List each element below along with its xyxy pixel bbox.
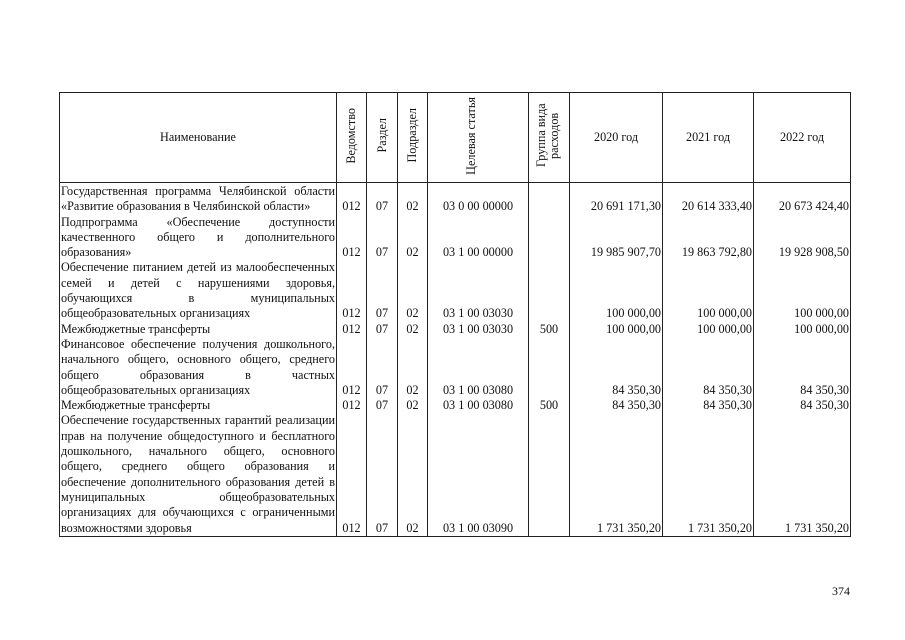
header-subsection: Подраздел (398, 93, 428, 183)
row-expense-group (529, 413, 570, 536)
row-subsection: 02 (398, 398, 428, 413)
budget-table (59, 92, 851, 537)
row-name: Межбюджетные трансферты (60, 322, 337, 337)
row-name: Государственная программа Челябинской области «Развитие образования в Челябинской области» (61, 184, 335, 214)
header-expense-group: Группа вида расходов (529, 93, 570, 183)
row-2020: 100 000,00 (570, 260, 663, 321)
row-expense-group (529, 260, 570, 321)
row-subsection: 02 (398, 337, 428, 398)
row-2022: 19 928 908,50 (754, 215, 851, 261)
row-department: 012 (337, 398, 367, 413)
row-section: 07 (367, 398, 398, 413)
row-section: 07 (367, 322, 398, 337)
row-2021: 20 614 333,40 (663, 183, 754, 215)
table-row (60, 413, 851, 536)
row-target-article: 03 1 00 03080 (428, 398, 529, 413)
row-subsection: 02 (398, 183, 428, 215)
row-section: 07 (367, 215, 398, 261)
table-row (60, 215, 851, 261)
row-name: Межбюджетные трансферты (60, 398, 337, 413)
row-2021: 1 731 350,20 (663, 413, 754, 536)
table-header (60, 93, 851, 183)
row-2020: 20 691 171,30 (570, 183, 663, 215)
row-target-article: 03 0 00 00000 (428, 183, 529, 215)
header-department: Ведомство (337, 93, 367, 183)
row-department: 012 (337, 413, 367, 536)
row-expense-group: 500 (529, 398, 570, 413)
row-target-article: 03 1 00 00000 (428, 215, 529, 261)
header-name: Наименование (60, 93, 337, 183)
row-expense-group: 500 (529, 322, 570, 337)
row-subsection: 02 (398, 413, 428, 536)
row-subsection: 02 (398, 322, 428, 337)
row-name: Подпрограмма «Обеспечение доступности качественного общего и дополнительного образования» (61, 214, 335, 260)
row-2021: 84 350,30 (663, 337, 754, 398)
header-year-2021: 2021 год (663, 93, 754, 183)
row-2020: 84 350,30 (570, 398, 663, 413)
row-section: 07 (367, 413, 398, 536)
row-department: 012 (337, 215, 367, 261)
row-2020: 1 731 350,20 (570, 413, 663, 536)
row-2022: 100 000,00 (754, 322, 851, 337)
row-2020: 19 985 907,70 (570, 215, 663, 261)
row-name: Обеспечение питанием детей из малообеспеченных семей и детей с нарушениями здоровья, обучающихся в муниципальных общеобразовательных организациях (61, 260, 335, 321)
row-name: Финансовое обеспечение получения дошкольного, начального общего, основного общего, среднего общего образования в частных общеобразовательных организациях (61, 336, 335, 397)
header-year-2020: 2020 год (570, 93, 663, 183)
header-target-article: Целевая статья (428, 93, 529, 183)
row-2022: 84 350,30 (754, 337, 851, 398)
header-section: Раздел (367, 93, 398, 183)
row-target-article: 03 1 00 03030 (428, 322, 529, 337)
row-2022: 20 673 424,40 (754, 183, 851, 215)
row-target-article: 03 1 00 03080 (428, 337, 529, 398)
header-year-2022: 2022 год (754, 93, 851, 183)
row-2020: 100 000,00 (570, 322, 663, 337)
table-row (60, 398, 851, 413)
row-expense-group (529, 215, 570, 261)
table-row (60, 260, 851, 321)
row-department: 012 (337, 337, 367, 398)
row-name: Обеспечение государственных гарантий реализации прав на получение общедоступного и бесплатного дошкольного, начального общего, основного общего, среднего общего образования и обеспечение дополнительного образования детей в муниципальных общеобразовательных организациях для обучающихся с ограниченными возможностями здоровья (61, 413, 335, 535)
row-section: 07 (367, 337, 398, 398)
row-target-article: 03 1 00 03030 (428, 260, 529, 321)
row-subsection: 02 (398, 215, 428, 261)
row-2021: 100 000,00 (663, 322, 754, 337)
table-row (60, 183, 851, 215)
table-row (60, 322, 851, 337)
row-2021: 100 000,00 (663, 260, 754, 321)
row-2020: 84 350,30 (570, 337, 663, 398)
row-expense-group (529, 183, 570, 215)
row-department: 012 (337, 322, 367, 337)
table-row (60, 337, 851, 398)
row-department: 012 (337, 260, 367, 321)
header-row (60, 93, 851, 183)
page-number: 374 (832, 584, 850, 598)
table-body (60, 183, 851, 537)
row-subsection: 02 (398, 260, 428, 321)
row-2022: 84 350,30 (754, 398, 851, 413)
row-2022: 100 000,00 (754, 260, 851, 321)
row-section: 07 (367, 183, 398, 215)
row-2021: 84 350,30 (663, 398, 754, 413)
row-department: 012 (337, 183, 367, 215)
row-2022: 1 731 350,20 (754, 413, 851, 536)
row-target-article: 03 1 00 03090 (428, 413, 529, 536)
row-expense-group (529, 337, 570, 398)
row-2021: 19 863 792,80 (663, 215, 754, 261)
row-section: 07 (367, 260, 398, 321)
